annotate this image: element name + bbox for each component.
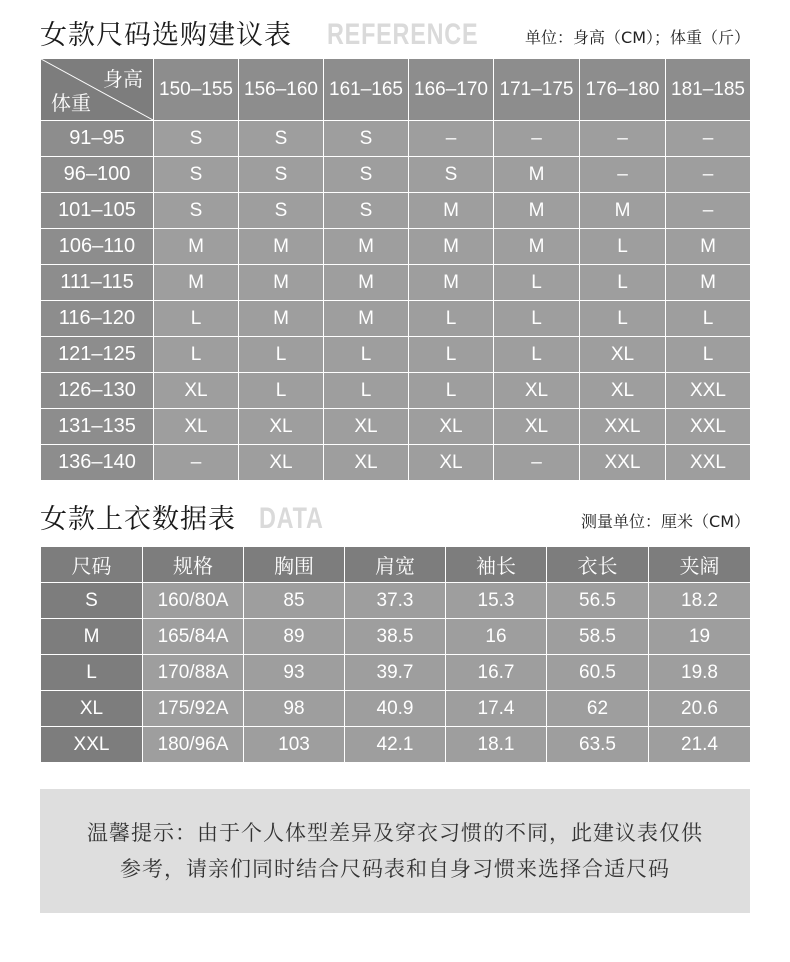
size-cell: M [494, 157, 580, 193]
data-row [41, 619, 751, 655]
measurement-cell: 63.5 [547, 727, 649, 763]
data-row [41, 583, 751, 619]
size-cell: L [580, 229, 666, 265]
size-cell: M [666, 265, 751, 301]
measurement-cell: 62 [547, 691, 649, 727]
measurement-cell: 21.4 [649, 727, 751, 763]
size-cell: M [239, 229, 324, 265]
size-label-cell: L [41, 655, 143, 691]
weight-cell: 136–140 [41, 445, 154, 481]
size-cell: M [324, 265, 409, 301]
measurement-cell: 89 [244, 619, 345, 655]
size-cell: S [154, 121, 239, 157]
size-cell: XL [409, 445, 494, 481]
height-header: 171–175 [494, 59, 580, 121]
size-cell: – [409, 121, 494, 157]
measurement-cell: 42.1 [345, 727, 446, 763]
measurement-cell: 58.5 [547, 619, 649, 655]
weight-cell: 106–110 [41, 229, 154, 265]
column-header: 夹阔 [649, 547, 751, 583]
size-cell: XL [154, 409, 239, 445]
reference-header-row [41, 59, 751, 121]
size-cell: L [409, 337, 494, 373]
measurement-cell: 38.5 [345, 619, 446, 655]
column-header: 尺码 [41, 547, 143, 583]
size-label-cell: XL [41, 691, 143, 727]
weight-cell: 121–125 [41, 337, 154, 373]
size-cell: L [239, 337, 324, 373]
size-cell: – [580, 121, 666, 157]
tip-line: 温馨提示：由于个人体型差异及穿衣习惯的不同，此建议表仅供 [87, 821, 703, 845]
measurement-cell: 56.5 [547, 583, 649, 619]
size-cell: – [666, 157, 751, 193]
reference-row [41, 265, 751, 301]
column-header: 肩宽 [345, 547, 446, 583]
size-cell: L [494, 337, 580, 373]
measurement-cell: 15.3 [446, 583, 547, 619]
reference-title: 女款尺码选购建议表 [40, 20, 292, 51]
size-cell: XL [154, 373, 239, 409]
size-cell: M [324, 229, 409, 265]
reference-row [41, 193, 751, 229]
data-title: 女款上衣数据表 [40, 504, 236, 535]
size-label-cell: M [41, 619, 143, 655]
size-cell: S [324, 193, 409, 229]
size-cell: – [666, 121, 751, 157]
reference-row [41, 121, 751, 157]
size-cell: XL [239, 445, 324, 481]
size-cell: S [324, 121, 409, 157]
column-header: 胸围 [244, 547, 345, 583]
size-cell: XXL [580, 445, 666, 481]
size-cell: M [239, 301, 324, 337]
data-unit: 测量单位：厘米（CM） [581, 512, 750, 531]
size-cell: L [494, 301, 580, 337]
measurement-cell: 39.7 [345, 655, 446, 691]
size-cell: XL [494, 409, 580, 445]
measurement-cell: 20.6 [649, 691, 751, 727]
size-cell: M [580, 193, 666, 229]
weight-cell: 111–115 [41, 265, 154, 301]
height-header: 181–185 [666, 59, 751, 121]
size-cell: XXL [580, 409, 666, 445]
reference-unit: 单位：身高（CM）；体重（斤） [525, 28, 750, 47]
measurement-cell: 60.5 [547, 655, 649, 691]
data-row [41, 727, 751, 763]
size-cell: – [580, 157, 666, 193]
size-cell: M [409, 229, 494, 265]
measurement-cell: 40.9 [345, 691, 446, 727]
size-label-cell: S [41, 583, 143, 619]
data-row [41, 655, 751, 691]
measurement-cell: 18.2 [649, 583, 751, 619]
size-cell: M [494, 229, 580, 265]
size-cell: – [494, 445, 580, 481]
height-header: 166–170 [409, 59, 494, 121]
size-cell: XL [324, 409, 409, 445]
size-cell: L [409, 301, 494, 337]
data-header [40, 494, 750, 538]
size-cell: L [580, 265, 666, 301]
size-cell: M [409, 265, 494, 301]
corner-header [41, 59, 154, 121]
weight-cell: 91–95 [41, 121, 154, 157]
measurement-cell: 19.8 [649, 655, 751, 691]
size-cell: S [239, 157, 324, 193]
size-cell: XL [239, 409, 324, 445]
weight-cell: 126–130 [41, 373, 154, 409]
measurement-cell: 16 [446, 619, 547, 655]
size-cell: XL [324, 445, 409, 481]
size-cell: L [666, 337, 751, 373]
size-cell: L [580, 301, 666, 337]
weight-cell: 116–120 [41, 301, 154, 337]
data-watermark: DATA [259, 502, 324, 535]
size-cell: S [324, 157, 409, 193]
size-cell: M [324, 301, 409, 337]
height-header: 161–165 [324, 59, 409, 121]
size-cell: L [154, 337, 239, 373]
measurement-cell: 19 [649, 619, 751, 655]
corner-height-label: 身高 [103, 67, 143, 91]
measurement-cell: 180/96A [143, 727, 244, 763]
garment-data-table [40, 546, 751, 763]
size-cell: L [494, 265, 580, 301]
size-cell: – [154, 445, 239, 481]
size-cell: S [409, 157, 494, 193]
measurement-cell: 165/84A [143, 619, 244, 655]
measurement-cell: 85 [244, 583, 345, 619]
size-cell: S [239, 193, 324, 229]
size-cell: L [324, 337, 409, 373]
weight-cell: 101–105 [41, 193, 154, 229]
weight-cell: 96–100 [41, 157, 154, 193]
column-header: 衣长 [547, 547, 649, 583]
tip-box [40, 789, 750, 913]
size-cell: M [494, 193, 580, 229]
measurement-cell: 16.7 [446, 655, 547, 691]
reference-row [41, 409, 751, 445]
data-header-row [41, 547, 751, 583]
size-cell: – [494, 121, 580, 157]
reference-header [40, 10, 750, 54]
size-cell: XXL [666, 445, 751, 481]
size-cell: M [154, 229, 239, 265]
size-cell: S [239, 121, 324, 157]
size-label-cell: XXL [41, 727, 143, 763]
column-header: 袖长 [446, 547, 547, 583]
reference-row [41, 337, 751, 373]
size-reference-table [40, 58, 751, 481]
size-cell: L [324, 373, 409, 409]
size-cell: XL [580, 373, 666, 409]
corner-weight-label: 体重 [51, 91, 91, 115]
reference-row [41, 301, 751, 337]
size-cell: M [409, 193, 494, 229]
tip-line: 参考，请亲们同时结合尺码表和自身习惯来选择合适尺码 [120, 857, 670, 881]
size-cell: M [239, 265, 324, 301]
measurement-cell: 103 [244, 727, 345, 763]
size-cell: L [154, 301, 239, 337]
measurement-cell: 160/80A [143, 583, 244, 619]
reference-watermark: REFERENCE [327, 18, 479, 51]
height-header: 156–160 [239, 59, 324, 121]
size-cell: XXL [666, 409, 751, 445]
height-header: 150–155 [154, 59, 239, 121]
size-cell: XL [580, 337, 666, 373]
column-header: 规格 [143, 547, 244, 583]
size-cell: XL [409, 409, 494, 445]
data-row [41, 691, 751, 727]
height-header: 176–180 [580, 59, 666, 121]
measurement-cell: 175/92A [143, 691, 244, 727]
measurement-cell: 93 [244, 655, 345, 691]
measurement-cell: 17.4 [446, 691, 547, 727]
reference-row [41, 445, 751, 481]
size-cell: S [154, 157, 239, 193]
size-cell: XL [494, 373, 580, 409]
size-cell: L [409, 373, 494, 409]
size-cell: M [666, 229, 751, 265]
measurement-cell: 98 [244, 691, 345, 727]
size-cell: – [666, 193, 751, 229]
measurement-cell: 170/88A [143, 655, 244, 691]
size-cell: M [154, 265, 239, 301]
measurement-cell: 37.3 [345, 583, 446, 619]
reference-row [41, 373, 751, 409]
measurement-cell: 18.1 [446, 727, 547, 763]
reference-row [41, 229, 751, 265]
weight-cell: 131–135 [41, 409, 154, 445]
size-cell: L [666, 301, 751, 337]
reference-row [41, 157, 751, 193]
size-cell: L [239, 373, 324, 409]
size-cell: XXL [666, 373, 751, 409]
size-cell: S [154, 193, 239, 229]
